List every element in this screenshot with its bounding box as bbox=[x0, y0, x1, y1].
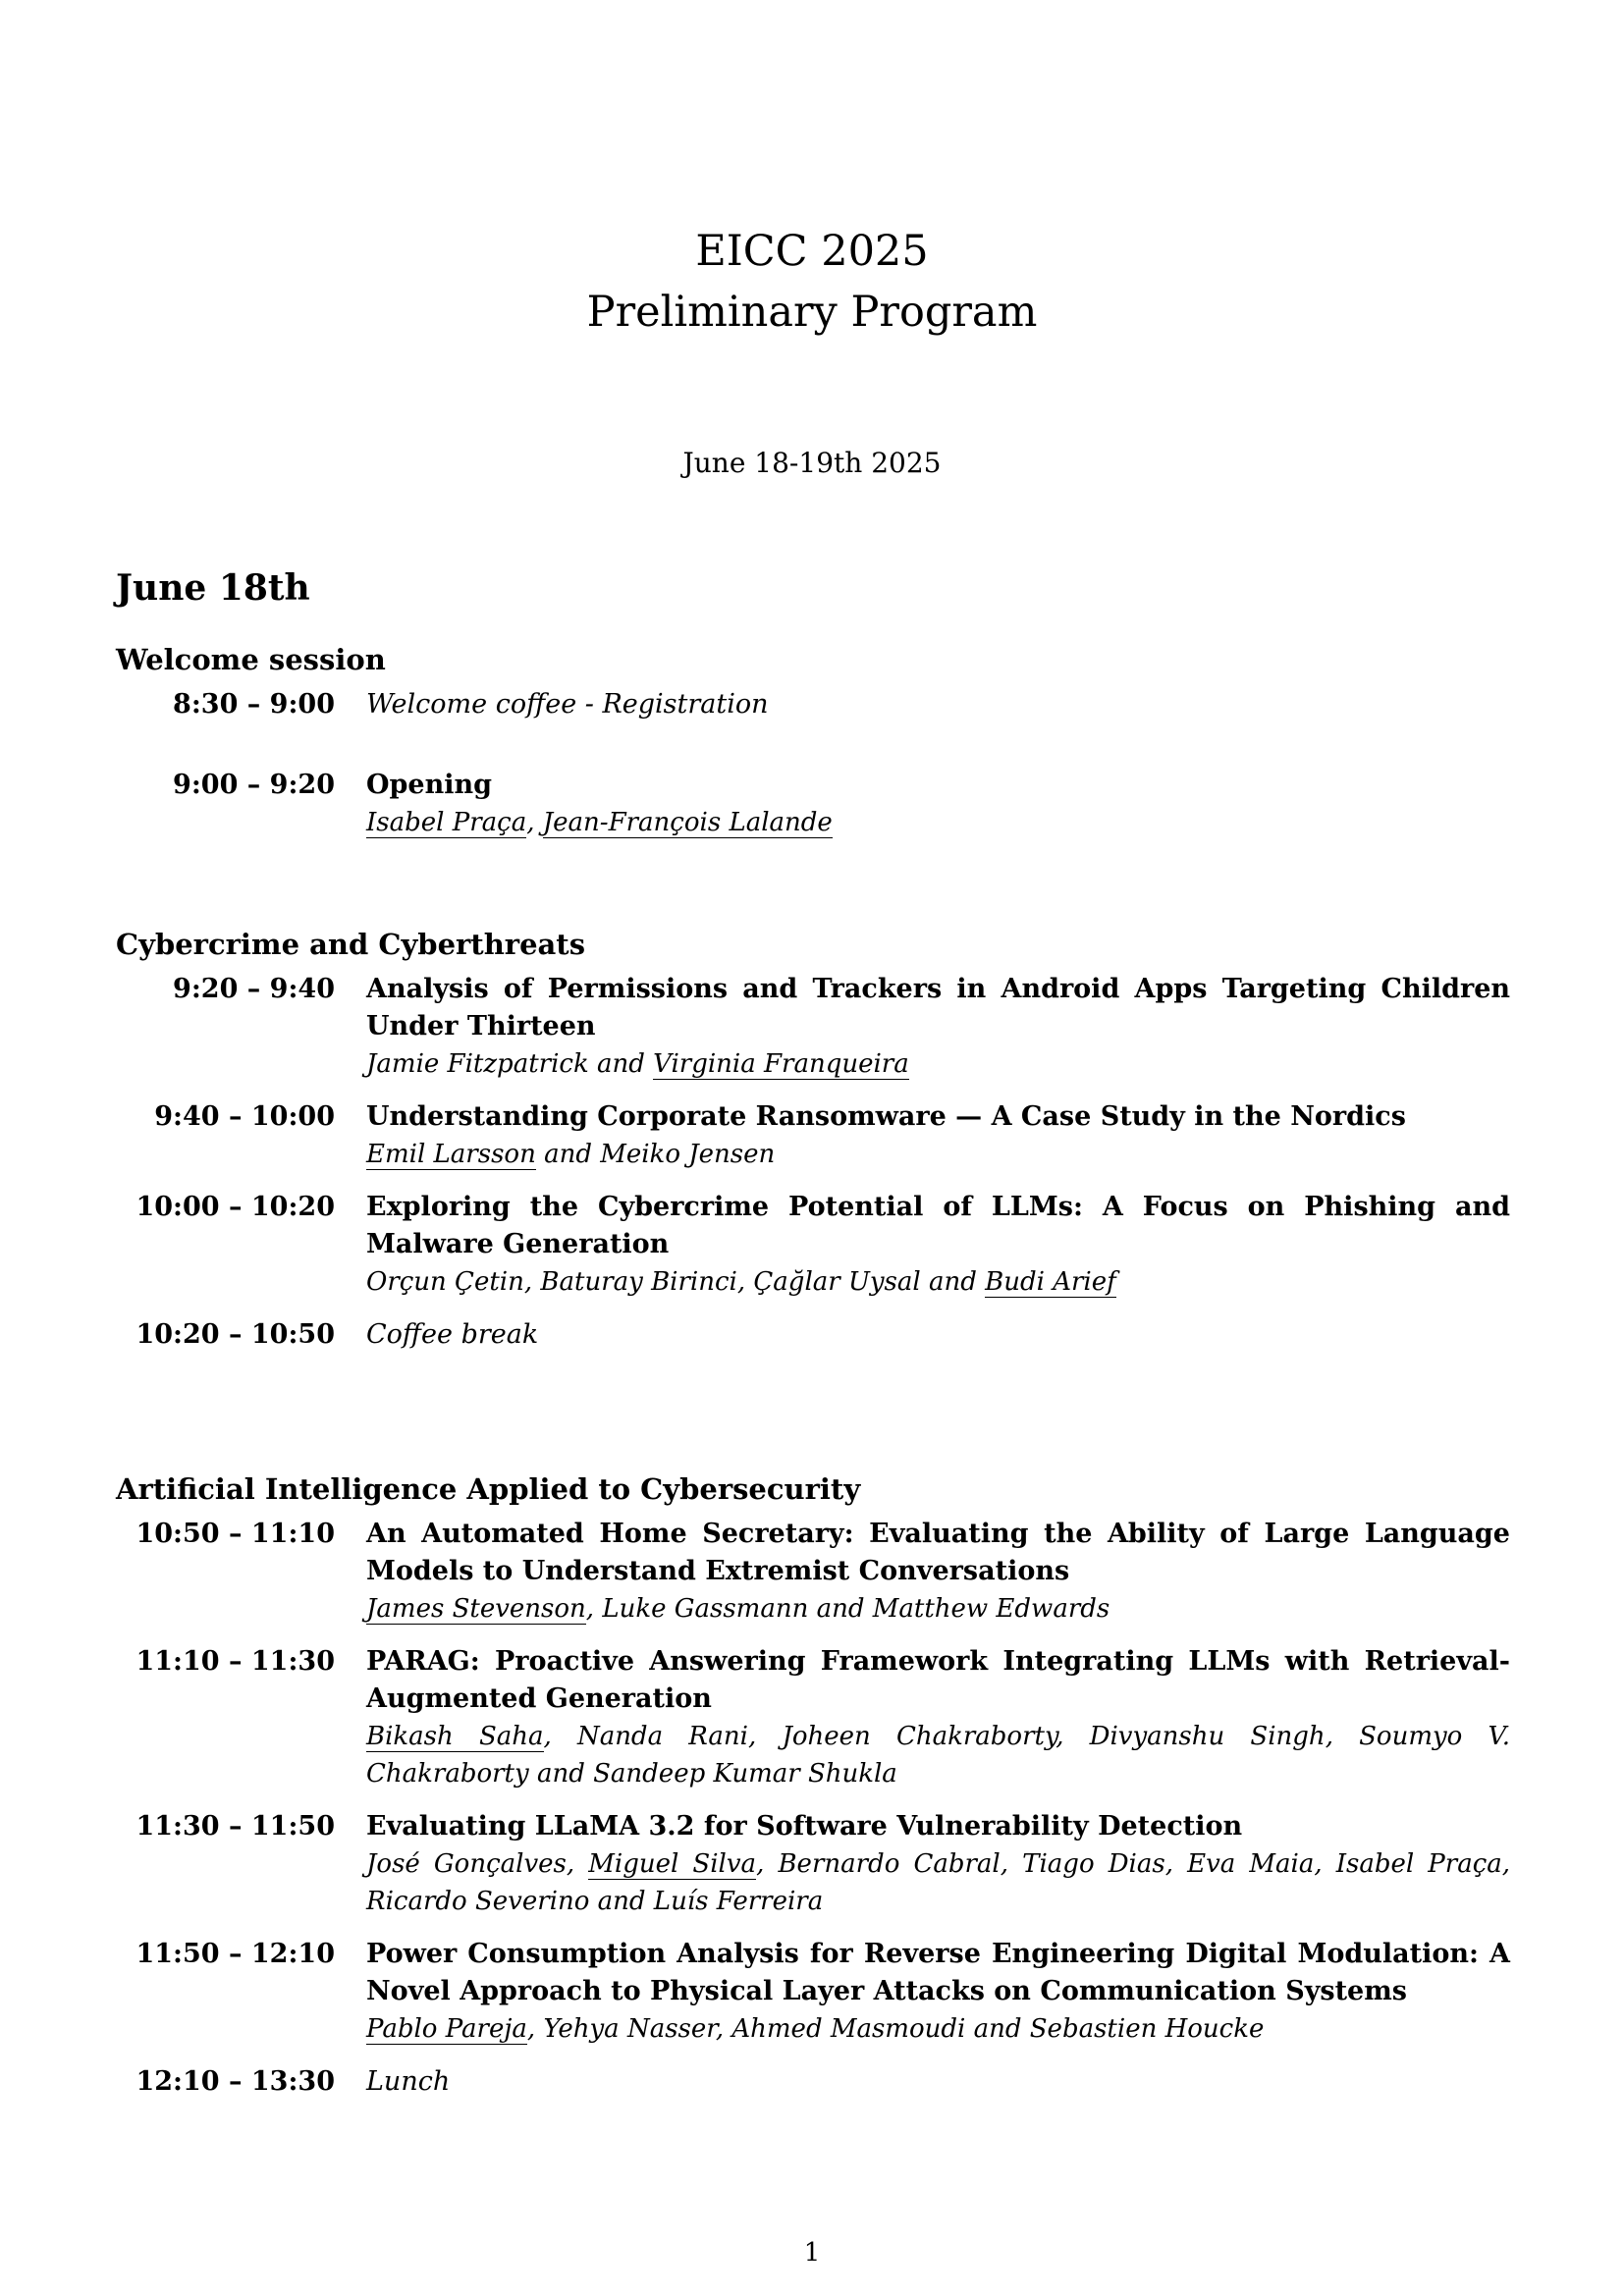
time-slot: 9:40 – 10:00 bbox=[154, 1101, 335, 1132]
page-number: 1 bbox=[803, 2238, 821, 2268]
session-block bbox=[116, 643, 1510, 857]
time-slot: 10:00 – 10:20 bbox=[135, 1192, 335, 1222]
entry-content bbox=[366, 767, 1510, 841]
presenting-author: Miguel Silva bbox=[588, 1849, 757, 1879]
entry-content bbox=[366, 1189, 1510, 1301]
presenting-author: Emil Larsson bbox=[366, 1140, 536, 1169]
entry-content bbox=[366, 971, 1510, 1083]
author: Sandeep Kumar Shukla bbox=[593, 1759, 897, 1789]
author-list: Orçun Çetin, Baturay Birinci, Çağlar Uysal and Budi Arief bbox=[366, 1267, 1116, 1297]
author: Çağlar Uysal bbox=[753, 1267, 921, 1297]
schedule-entry bbox=[116, 971, 1510, 1083]
schedule-break bbox=[116, 1316, 1510, 1354]
break-label: Welcome coffee - Registration bbox=[366, 689, 769, 720]
author: Meiko Jensen bbox=[600, 1140, 776, 1169]
presenting-author: Virginia Franqueira bbox=[653, 1049, 909, 1079]
subtitle-line: Preliminary Program bbox=[586, 288, 1038, 337]
paper-title: Opening bbox=[366, 770, 492, 800]
schedule-entry bbox=[116, 1189, 1510, 1301]
author-list: Isabel Praça, Jean-François Lalande bbox=[366, 808, 833, 837]
time-slot: 11:30 – 11:50 bbox=[135, 1811, 335, 1842]
event-dates: June 18-19th 2025 bbox=[682, 447, 942, 479]
author: José Gonçalves bbox=[366, 1849, 567, 1879]
entry-content bbox=[366, 2063, 1510, 2101]
session-title: Welcome session bbox=[116, 643, 386, 676]
author-list: Emil Larsson and Meiko Jensen bbox=[366, 1140, 776, 1169]
break-label: Coffee break bbox=[366, 1319, 539, 1350]
author: Luke Gassmann bbox=[602, 1594, 809, 1624]
author-list: José Gonçalves, Miguel Silva, Bernardo Cabral, Tiago Dias, Eva Maia, Isabel Praça, Ricardo Severino and Luís Ferreira bbox=[366, 1849, 1511, 1916]
schedule-entry bbox=[116, 1936, 1510, 2048]
schedule-entry bbox=[116, 1516, 1510, 1628]
author-list: Jamie Fitzpatrick and Virginia Franqueira bbox=[366, 1049, 909, 1079]
session-title: Cybercrime and Cyberthreats bbox=[116, 928, 586, 961]
author: Luís Ferreira bbox=[653, 1887, 824, 1916]
author: Matthew Edwards bbox=[872, 1594, 1110, 1624]
presenting-author: Isabel Praça bbox=[366, 808, 527, 837]
author: Ricardo Severino bbox=[366, 1887, 590, 1916]
schedule-break bbox=[116, 2063, 1510, 2101]
author: Bernardo Cabral bbox=[778, 1849, 1001, 1879]
time-slot: 10:20 – 10:50 bbox=[135, 1319, 335, 1350]
entry-content bbox=[366, 1936, 1510, 2048]
author-list: James Stevenson, Luke Gassmann and Matthew Edwards bbox=[366, 1594, 1110, 1624]
document-title bbox=[0, 221, 1624, 343]
time-slot: 8:30 – 9:00 bbox=[173, 689, 335, 720]
author: Joheen Chakraborty bbox=[782, 1722, 1056, 1751]
author: Yehya Nasser bbox=[543, 2014, 716, 2044]
schedule-entry bbox=[116, 1098, 1510, 1173]
author: Tiago Dias bbox=[1022, 1849, 1165, 1879]
presenting-author: James Stevenson bbox=[366, 1594, 586, 1624]
break-label: Lunch bbox=[366, 2066, 451, 2097]
time-slot: 9:00 – 9:20 bbox=[173, 770, 335, 800]
paper-title: An Automated Home Secretary: Evaluating the Ability of Large Language Models to Understand Extremist Conversations bbox=[366, 1519, 1510, 1586]
author: Nanda Rani bbox=[576, 1722, 748, 1751]
author: Divyanshu Singh bbox=[1089, 1722, 1326, 1751]
schedule-break bbox=[116, 686, 1510, 723]
author: Baturay Birinci bbox=[540, 1267, 737, 1297]
session-block bbox=[116, 928, 1510, 1369]
day-heading: June 18th bbox=[116, 567, 310, 609]
schedule-entry bbox=[116, 767, 1510, 841]
paper-title: PARAG: Proactive Answering Framework Integrating LLMs with Retrieval-Augmented Generation bbox=[366, 1646, 1510, 1714]
paper-title: Understanding Corporate Ransomware — A Case Study in the Nordics bbox=[366, 1101, 1406, 1132]
time-slot: 10:50 – 11:10 bbox=[135, 1519, 335, 1549]
presenting-author: Pablo Pareja bbox=[366, 2014, 527, 2044]
entry-content bbox=[366, 1098, 1510, 1173]
presenting-author: Jean-François Lalande bbox=[542, 808, 833, 837]
session-title: Artificial Intelligence Applied to Cybersecurity bbox=[116, 1472, 861, 1506]
paper-title: Exploring the Cybercrime Potential of LLMs: A Focus on Phishing and Malware Generation bbox=[366, 1192, 1510, 1259]
presenting-author: Bikash Saha bbox=[366, 1722, 544, 1751]
time-slot: 11:50 – 12:10 bbox=[135, 1939, 335, 1969]
author: Eva Maia bbox=[1187, 1849, 1315, 1879]
entry-content bbox=[366, 1516, 1510, 1628]
author: Orçun Çetin bbox=[366, 1267, 524, 1297]
entry-content bbox=[366, 1316, 1510, 1354]
paper-title: Analysis of Permissions and Trackers in Android Apps Targeting Children Under Thirteen bbox=[366, 974, 1510, 1041]
author-list: Bikash Saha, Nanda Rani, Joheen Chakraborty, Divyanshu Singh, Soumyo V. Chakraborty and Sandeep Kumar Shukla bbox=[366, 1722, 1510, 1789]
author: Ahmed Masmoudi bbox=[731, 2014, 966, 2044]
author: Jamie Fitzpatrick bbox=[366, 1049, 589, 1079]
entry-content bbox=[366, 686, 1510, 723]
time-slot: 12:10 – 13:30 bbox=[135, 2066, 335, 2097]
entry-content bbox=[366, 1808, 1510, 1920]
entry-content bbox=[366, 1643, 1510, 1792]
title-line: EICC 2025 bbox=[695, 227, 929, 276]
time-slot: 11:10 – 11:30 bbox=[135, 1646, 335, 1677]
paper-title: Power Consumption Analysis for Reverse Engineering Digital Modulation: A Novel Approach to Physical Layer Attacks on Communication Systems bbox=[366, 1939, 1510, 2006]
session-block bbox=[116, 1472, 1510, 2116]
author: Soumyo V. Chakraborty bbox=[366, 1722, 1510, 1789]
author: Sebastien Houcke bbox=[1029, 2014, 1265, 2044]
schedule-entry bbox=[116, 1808, 1510, 1920]
time-slot: 9:20 – 9:40 bbox=[173, 974, 335, 1004]
schedule-entry bbox=[116, 1643, 1510, 1792]
author: Isabel Praça bbox=[1335, 1849, 1502, 1879]
paper-title: Evaluating LLaMA 3.2 for Software Vulnerability Detection bbox=[366, 1811, 1243, 1842]
author-list: Pablo Pareja, Yehya Nasser, Ahmed Masmoudi and Sebastien Houcke bbox=[366, 2014, 1265, 2044]
presenting-author: Budi Arief bbox=[985, 1267, 1116, 1297]
